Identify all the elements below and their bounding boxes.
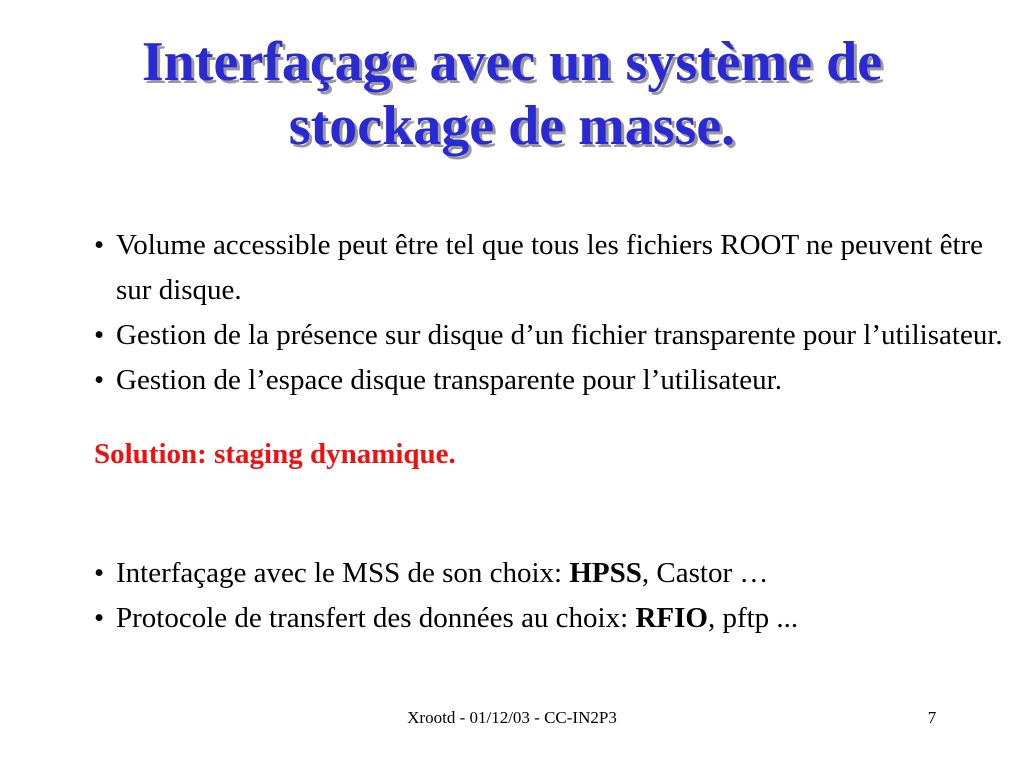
bullet-dot: • bbox=[94, 602, 105, 634]
footer-text: Xrootd - 01/12/03 - CC-IN2P3 bbox=[407, 708, 617, 727]
slide-title-line-1: Interfaçage avec un système de bbox=[141, 31, 883, 93]
bullet-text-bold: HPSS bbox=[569, 557, 642, 589]
bullet-dot: • bbox=[94, 319, 105, 351]
bullet-text: Gestion de l’espace disque transparente pour l’utilisateur. bbox=[116, 364, 782, 396]
solution-line: Solution: staging dynamique. bbox=[94, 438, 456, 470]
bullet-text: Gestion de la présence sur disque d’un fichier transparente pour l’utilisateur. bbox=[116, 319, 1003, 351]
bullet-text-suffix: , pftp ... bbox=[707, 602, 799, 634]
bullet-item bbox=[94, 551, 1004, 596]
bullet-dot: • bbox=[94, 229, 105, 261]
bullet-text-bold: RFIO bbox=[635, 602, 708, 634]
bullet-dot: • bbox=[94, 557, 105, 589]
spacer bbox=[94, 506, 1004, 551]
bullet-item bbox=[94, 313, 1004, 358]
page-number: 7 bbox=[927, 708, 937, 727]
bullet-item bbox=[94, 223, 1004, 313]
bullet-text-prefix: Protocole de transfert des données au choix: bbox=[116, 602, 636, 634]
slide-body bbox=[94, 223, 1004, 641]
slide-title-line-2: stockage de masse. bbox=[288, 95, 736, 157]
bullet-dot: • bbox=[94, 364, 105, 396]
bullet-item bbox=[94, 358, 1004, 403]
slide-title bbox=[60, 30, 964, 158]
bullet-text: Volume accessible peut être tel que tous les fichiers ROOT ne peuvent être sur disque. bbox=[116, 229, 984, 306]
bullet-text-suffix: , Castor … bbox=[641, 557, 769, 589]
bullet-item bbox=[94, 596, 1004, 641]
bullet-text-prefix: Interfaçage avec le MSS de son choix: bbox=[116, 557, 570, 589]
